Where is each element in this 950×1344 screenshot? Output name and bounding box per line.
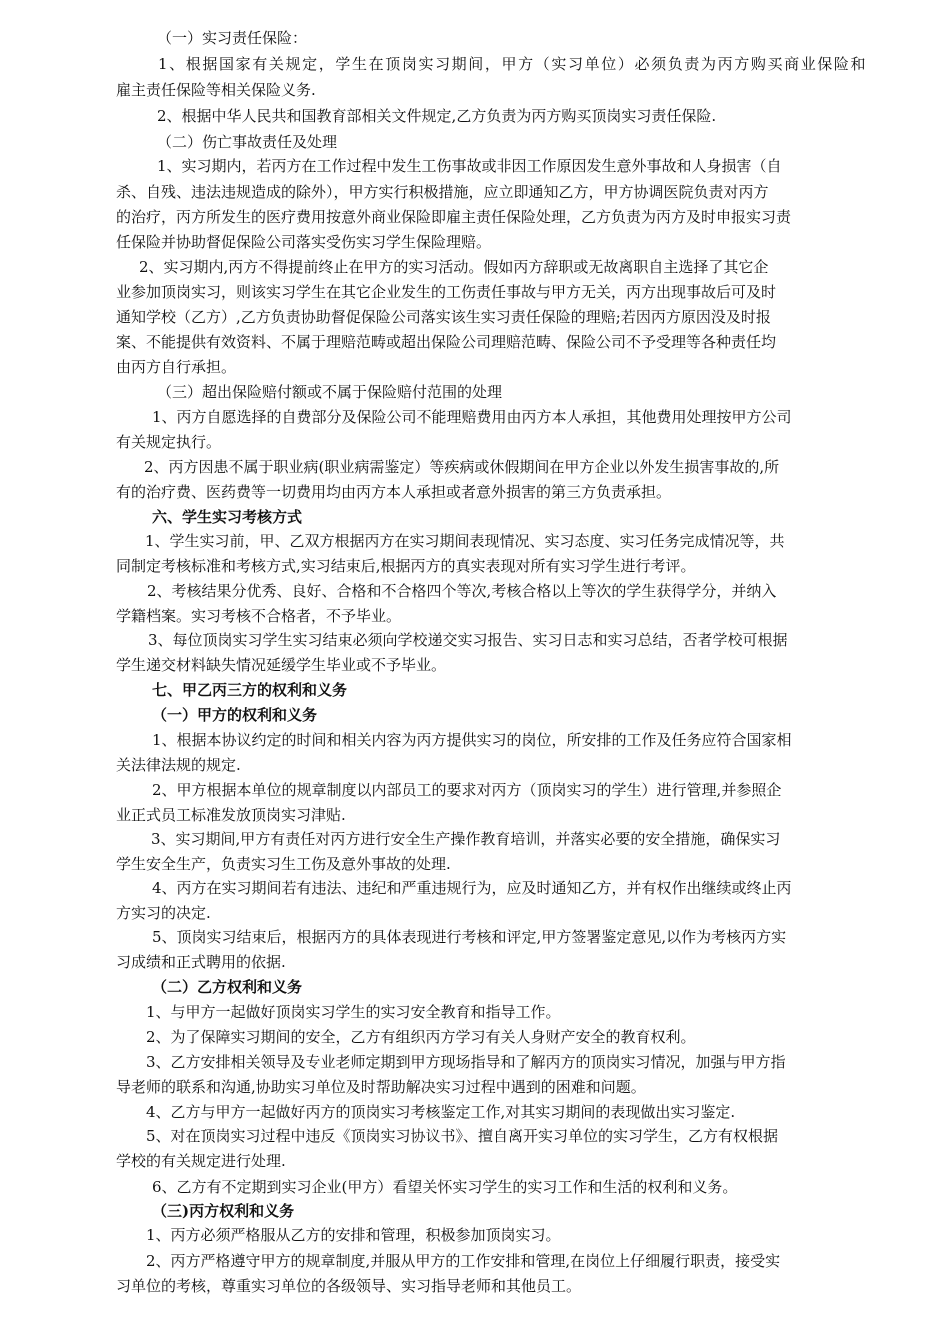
text-line: 5、顶岗实习结束后，根据丙方的具体表现进行考核和评定,甲方签署鉴定意见,以作为考核丙方实: [152, 928, 787, 946]
text-line: 2、丙方因患不属于职业病(职业病需鉴定）等疾病或休假期间在甲方企业以外发生损害事故的,所: [144, 458, 780, 476]
text-line: 业正式员工标准发放顶岗实习津贴.: [116, 806, 346, 824]
text-line: 方实习的决定.: [116, 904, 211, 922]
text-line: 杀、自残、违法违规造成的除外），甲方实行积极措施，应立即通知乙方，甲方协调医院负责对丙方: [116, 183, 769, 201]
text-line: 有的治疗费、医药费等一切费用均由丙方本人承担或者意外损害的第三方负责承担。: [116, 483, 672, 501]
text-line: 学生安全生产，负责实习生工伤及意外事故的处理.: [116, 855, 451, 873]
text-line: 2、甲方根据本单位的规章制度以内部员工的要求对丙方（顶岗实习的学生）进行管理,并参照企: [152, 781, 782, 799]
text-line: 学生递交材料缺失情况延缓学生毕业或不予毕业。: [116, 656, 447, 674]
text-line: 1、丙方必须严格服从乙方的安排和管理，积极参加顶岗实习。: [146, 1226, 561, 1244]
text-line: 4、丙方在实习期间若有违法、违纪和严重违规行为，应及时通知乙方，并有权作出继续或终止丙: [152, 879, 792, 897]
text-line: 3、实习期间,甲方有责任对丙方进行安全生产操作教育培训，并落实必要的安全措施，确保实习: [151, 830, 781, 848]
text-line: 3、每位顶岗实习学生实习结束必须向学校递交实习报告、实习日志和实习总结，否者学校可根据: [148, 631, 788, 649]
text-line: 1、根据本协议约定的时间和相关内容为丙方提供实习的岗位，所安排的工作及任务应符合国家相: [152, 731, 792, 749]
text-line: 有关规定执行。: [116, 433, 222, 451]
text-line: 1、与甲方一起做好顶岗实习学生的实习安全教育和指导工作。: [146, 1003, 561, 1021]
text-line: 1、根据国家有关规定，学生在顶岗实习期间，甲方（实习单位）必须负责为丙方购买商业保险和: [158, 55, 868, 73]
text-line: 1、实习期内，若丙方在工作过程中发生工伤事故或非因工作原因发生意外事故和人身损害（自: [157, 157, 782, 175]
text-line: 导老师的联系和沟通,协助实习单位及时帮助解决实习过程中遇到的困难和问题。: [116, 1078, 646, 1096]
text-line: 雇主责任保险等相关保险义务.: [116, 81, 316, 99]
text-line: 2、为了保障实习期间的安全，乙方有组织丙方学习有关人身财产安全的教育权利。: [146, 1028, 696, 1046]
text-line: 通知学校（乙方）,乙方负责协助督促保险公司落实该生实习责任保险的理赔;若因丙方原因没及时报: [116, 308, 771, 326]
text-line: 2、实习期内,丙方不得提前终止在甲方的实习活动。假如丙方辞职或无故离职自主选择了其它企: [139, 258, 769, 276]
text-line: 1、丙方自愿选择的自费部分及保险公司不能理赔费用由丙方本人承担，其他费用处理按甲方公司: [152, 408, 792, 426]
text-line: 学籍档案。实习考核不合格者，不予毕业。: [116, 607, 402, 625]
text-line: 习成绩和正式聘用的依据.: [116, 953, 286, 971]
text-line: （三）超出保险赔付额或不属于保险赔付范围的处理: [157, 383, 503, 401]
text-line: 由丙方自行承担。: [116, 358, 237, 376]
text-line: 关法律法规的规定.: [116, 756, 241, 774]
text-line: 案、不能提供有效资料、不属于理赔范畴或超出保险公司理赔范畴、保险公司不予受理等各种责任均: [116, 333, 777, 351]
section-heading: 七、甲乙丙三方的权利和义务: [152, 681, 348, 699]
text-line: 任保险并协助督促保险公司落实受伤实习学生保险理赔。: [116, 233, 492, 251]
text-line: 习单位的考核，尊重实习单位的各级领导、实习指导老师和其他员工。: [116, 1277, 582, 1295]
text-line: 同制定考核标准和考核方式,实习结束后,根据丙方的真实表现对所有实习学生进行考评。: [116, 557, 696, 575]
text-line: 5、对在顶岗实习过程中违反《顶岗实习协议书》、擅自离开实习单位的实习学生，乙方有权根据: [146, 1127, 779, 1145]
text-line: 的治疗，丙方所发生的医疗费用按意外商业保险即雇主责任保险处理，乙方负责为丙方及时申报实习责: [116, 208, 792, 226]
text-line: 学校的有关规定进行处理.: [116, 1152, 286, 1170]
text-line: 2、考核结果分优秀、良好、合格和不合格四个等次,考核合格以上等次的学生获得学分，并纳入: [147, 582, 777, 600]
text-line: 3、乙方安排相关领导及专业老师定期到甲方现场指导和了解丙方的顶岗实习情况，加强与甲方指: [146, 1053, 786, 1071]
text-line: 2、丙方严格遵守甲方的规章制度,并服从甲方的工作安排和管理,在岗位上仔细履行职责，接受实: [146, 1252, 781, 1270]
text-line: 2、根据中华人民共和国教育部相关文件规定,乙方负责为丙方购买顶岗实习责任保险.: [157, 107, 717, 125]
text-line: （二）伤亡事故责任及处理: [157, 133, 338, 151]
section-heading: 六、学生实习考核方式: [152, 508, 303, 526]
text-line: 业参加顶岗实习，则该实习学生在其它企业发生的工伤责任事故与甲方无关，丙方出现事故后可及时: [116, 283, 777, 301]
text-line: 1、学生实习前，甲、乙双方根据丙方在实习期间表现情况、实习态度、实习任务完成情况等，共: [145, 532, 785, 550]
section-heading: （一）甲方的权利和义务: [152, 706, 318, 724]
section-heading: （二）乙方权利和义务: [152, 978, 303, 996]
text-line: （一）实习责任保险：: [157, 29, 308, 47]
section-heading: （三)丙方权利和义务: [152, 1202, 295, 1220]
text-line: 4、乙方与甲方一起做好丙方的顶岗实习考核鉴定工作,对其实习期间的表现做出实习鉴定.: [146, 1103, 736, 1121]
text-line: 6、乙方有不定期到实习企业(甲方）看望关怀实习学生的实习工作和生活的权利和义务。: [152, 1178, 738, 1196]
